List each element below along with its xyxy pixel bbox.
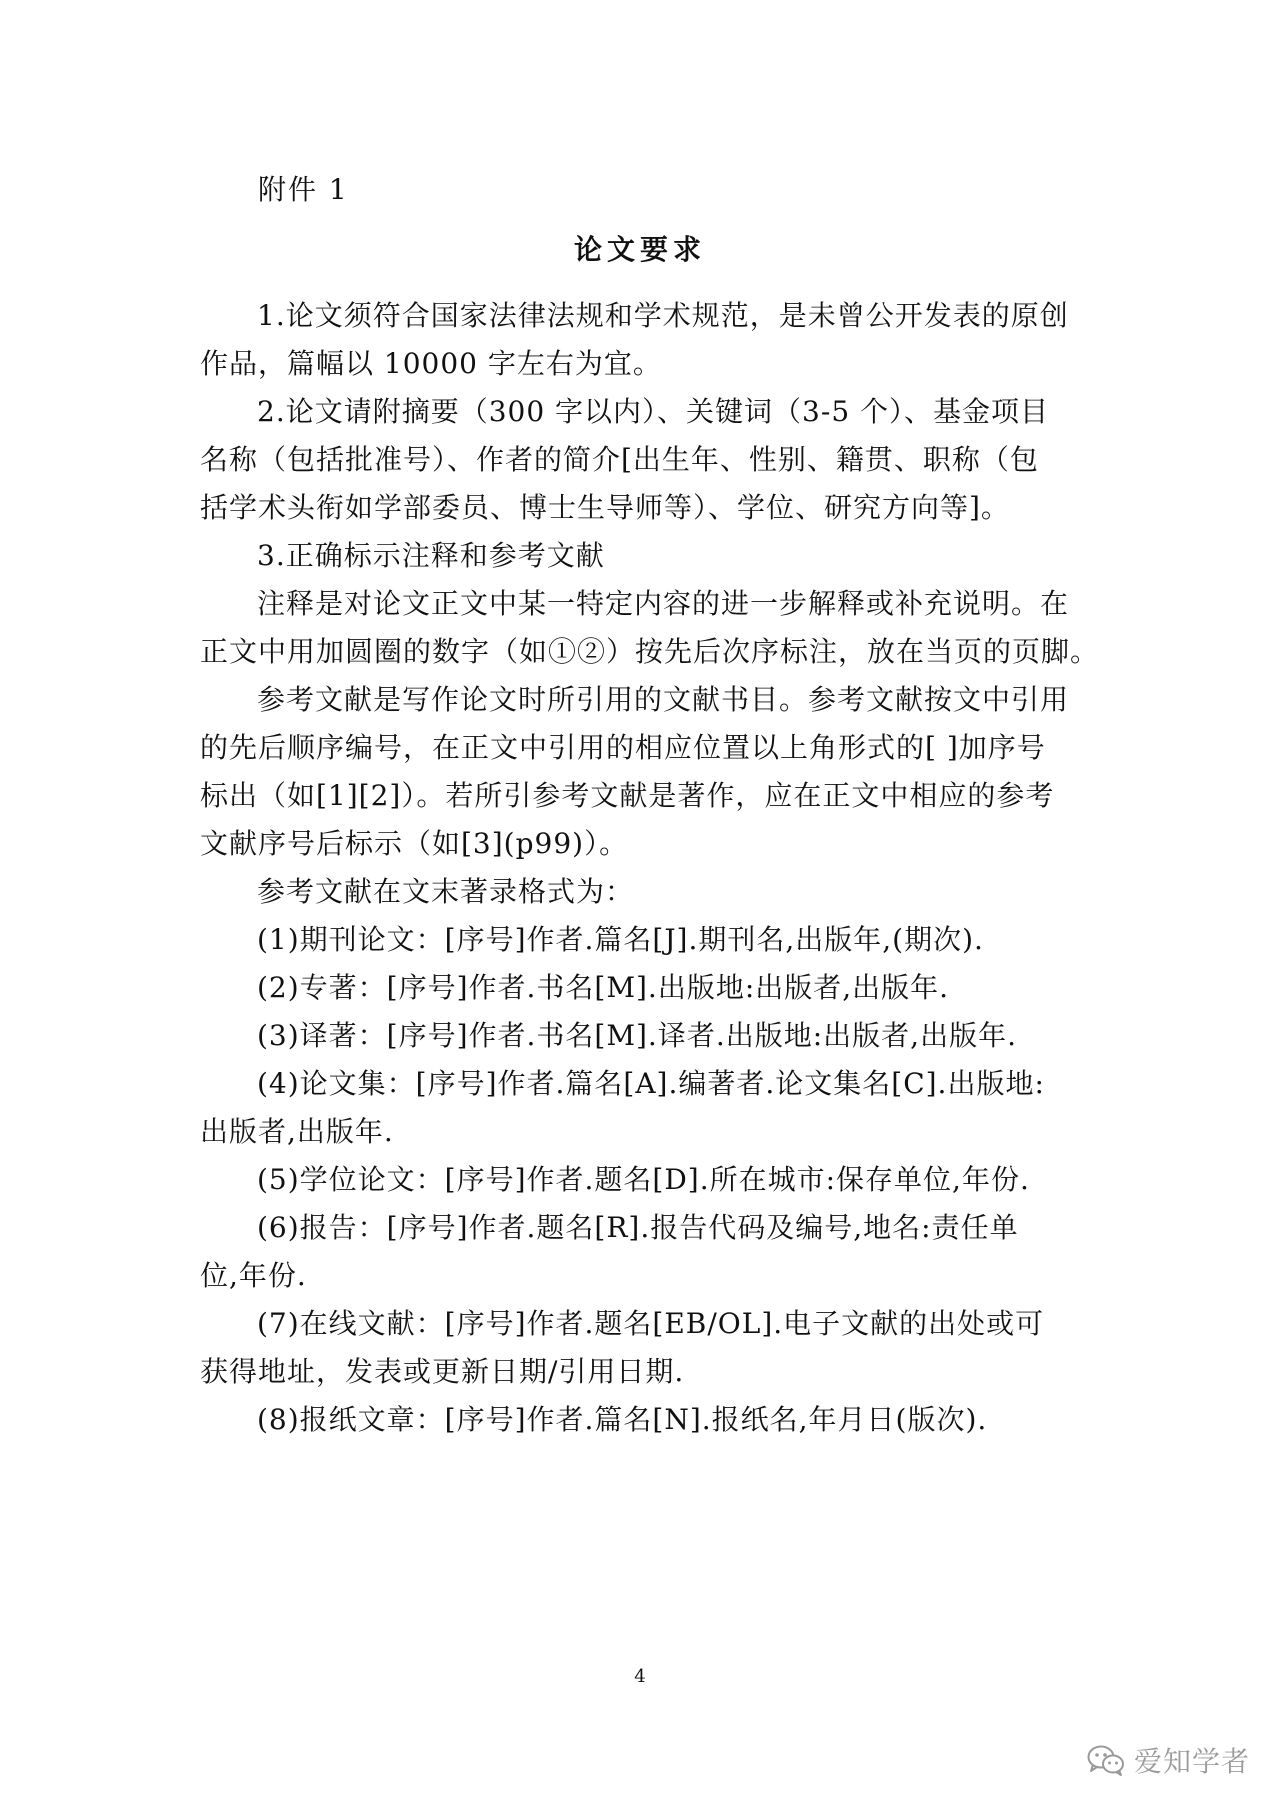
paragraph (200, 1012, 1096, 1060)
paragraph (200, 1204, 1096, 1300)
paragraph-line: 位,年份. (200, 1259, 307, 1292)
paragraph-line: 文献序号后标示（如[3](p99)）。 (200, 827, 629, 860)
paragraph-line: 作品，篇幅以 10000 字左右为宜。 (200, 347, 662, 380)
paragraph-line: 3.正确标示注释和参考文献 (257, 539, 605, 572)
paragraph (200, 1396, 1096, 1444)
paragraph-line: (7)在线文献：[序号]作者.题名[EB/OL].电子文献的出处或可 (257, 1307, 1045, 1340)
watermark (1086, 1740, 1250, 1780)
paragraph-line: 的先后顺序编号，在正文中引用的相应位置以上角形式的[ ]加序号 (200, 731, 1046, 764)
page-number: 4 (634, 1666, 646, 1687)
watermark-text: 爱知学者 (1133, 1745, 1250, 1778)
paragraph (200, 292, 1096, 388)
attachment-label: 附件 1 (258, 173, 349, 206)
paragraph (200, 1300, 1096, 1396)
paragraph-line: (5)学位论文：[序号]作者.题名[D].所在城市:保存单位,年份. (257, 1163, 1030, 1196)
paragraph-line: 2.论文请附摘要（300 字以内）、关键词（3-5 个）、基金项目 (257, 395, 1050, 428)
paragraph-line: 参考文献是写作论文时所引用的文献书目。参考文献按文中引用 (257, 683, 1070, 716)
paragraph-line: 标出（如[1][2]）。若所引参考文献是著作，应在正文中相应的参考 (200, 779, 1055, 812)
paragraph-line: 1.论文须符合国家法律法规和学术规范，是未曾公开发表的原创 (257, 299, 1069, 332)
paragraph (200, 964, 1096, 1012)
paragraph-line: (2)专著：[序号]作者.书名[M].出版地:出版者,出版年. (257, 971, 950, 1004)
paragraph (200, 388, 1096, 532)
paragraph (200, 580, 1100, 676)
paragraph-line: 出版者,出版年. (200, 1115, 394, 1148)
paragraph-line: (6)报告：[序号]作者.题名[R].报告代码及编号,地名:责任单 (257, 1211, 1019, 1244)
wechat-logo-icon (1086, 1743, 1126, 1777)
document-body (200, 292, 1100, 1444)
paragraph-line: (1)期刊论文：[序号]作者.篇名[J].期刊名,出版年,(期次). (257, 923, 984, 956)
paragraph-line: (3)译著：[序号]作者.书名[M].译者.出版地:出版者,出版年. (257, 1019, 1017, 1052)
paragraph-line: 括学术头衔如学部委员、博士生导师等）、学位、研究方向等]。 (200, 491, 1010, 524)
paragraph (200, 676, 1096, 868)
paragraph-line: 获得地址，发表或更新日期/引用日期. (200, 1355, 685, 1388)
paragraph-line: 参考文献在文末著录格式为： (257, 875, 635, 908)
paragraph-line: 注释是对论文正文中某一特定内容的进一步解释或补充说明。在 (257, 587, 1070, 620)
paragraph-line: (8)报纸文章：[序号]作者.篇名[N].报纸名,年月日(版次). (257, 1403, 988, 1436)
paragraph (200, 1156, 1096, 1204)
page-title: 论文要求 (573, 233, 706, 266)
paragraph-line: 名称（包括批准号）、作者的简介[出生年、性别、籍贯、职称（包 (200, 443, 1039, 476)
paragraph (200, 916, 1096, 964)
paragraph (200, 532, 1096, 580)
paragraph-line: (4)论文集：[序号]作者.篇名[A].编著者.论文集名[C].出版地: (257, 1067, 1045, 1100)
paragraph (200, 868, 1096, 916)
paragraph-line: 正文中用加圆圈的数字（如①②）按先后次序标注，放在当页的页脚。 (200, 635, 1100, 668)
paragraph (200, 1060, 1096, 1156)
